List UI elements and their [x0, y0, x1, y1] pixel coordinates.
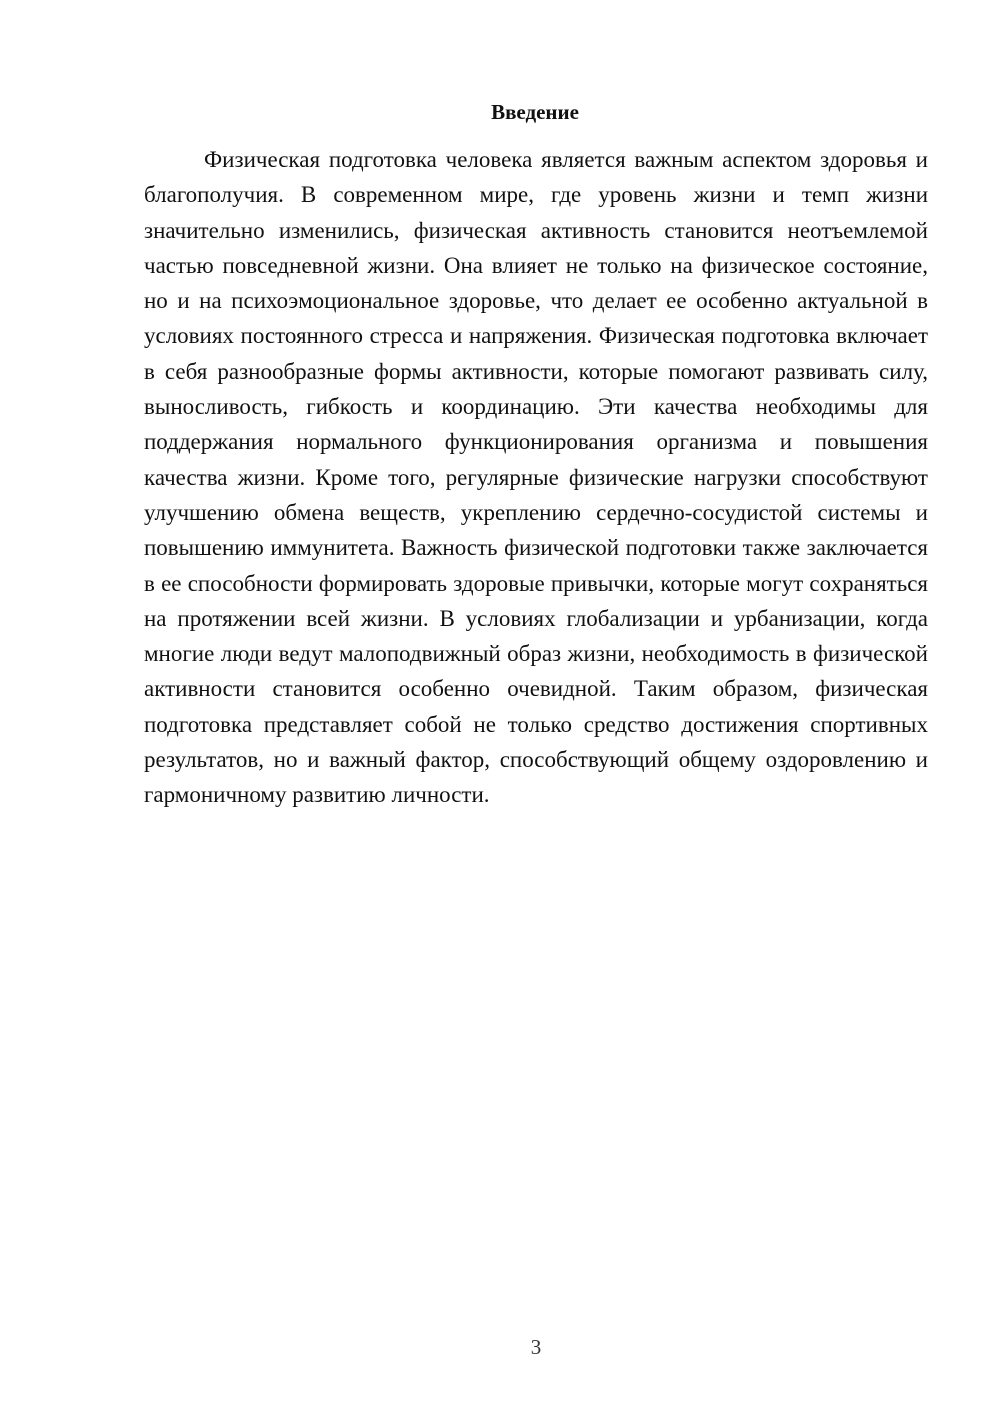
page-number: 3 — [530, 1335, 542, 1359]
section-heading: Введение — [491, 100, 579, 124]
body-paragraph: Физическая подготовка человека является важным аспектом здоровья и благополучия. В современном мире, где уровень жизни и темп жизни значительно изменились, физическая активность становится неотъемлемой частью повседневной жизни. Она влияет не только на физическое состояние, но и на психоэмоциональное здоровье, что делает ее особенно актуальной в условиях постоянного стресса и напряжения. Физическая подготовка включает в себя разнообразные формы активности, которые помогают развивать силу, выносливость, гибкость и координацию. Эти качества необходимы для поддержания нормального функционирования организма и повышения качества жизни. Кроме того, регулярные физические нагрузки способствуют улучшению обмена веществ, укреплению сердечно-сосудистой системы и повышению иммунитета. Важность физической подготовки также заключается в ее способности формировать здоровые привычки, которые могут сохраняться на протяжении всей жизни. В условиях глобализации и урбанизации, когда многие люди ведут малоподвижный образ жизни, необходимость в физической активности становится особенно очевидной. Таким образом, физическая подготовка представляет собой не только средство достижения спортивных результатов, но и важный фактор, способствующий общему оздоровлению и гармоничному развитию личности. — [144, 147, 928, 808]
